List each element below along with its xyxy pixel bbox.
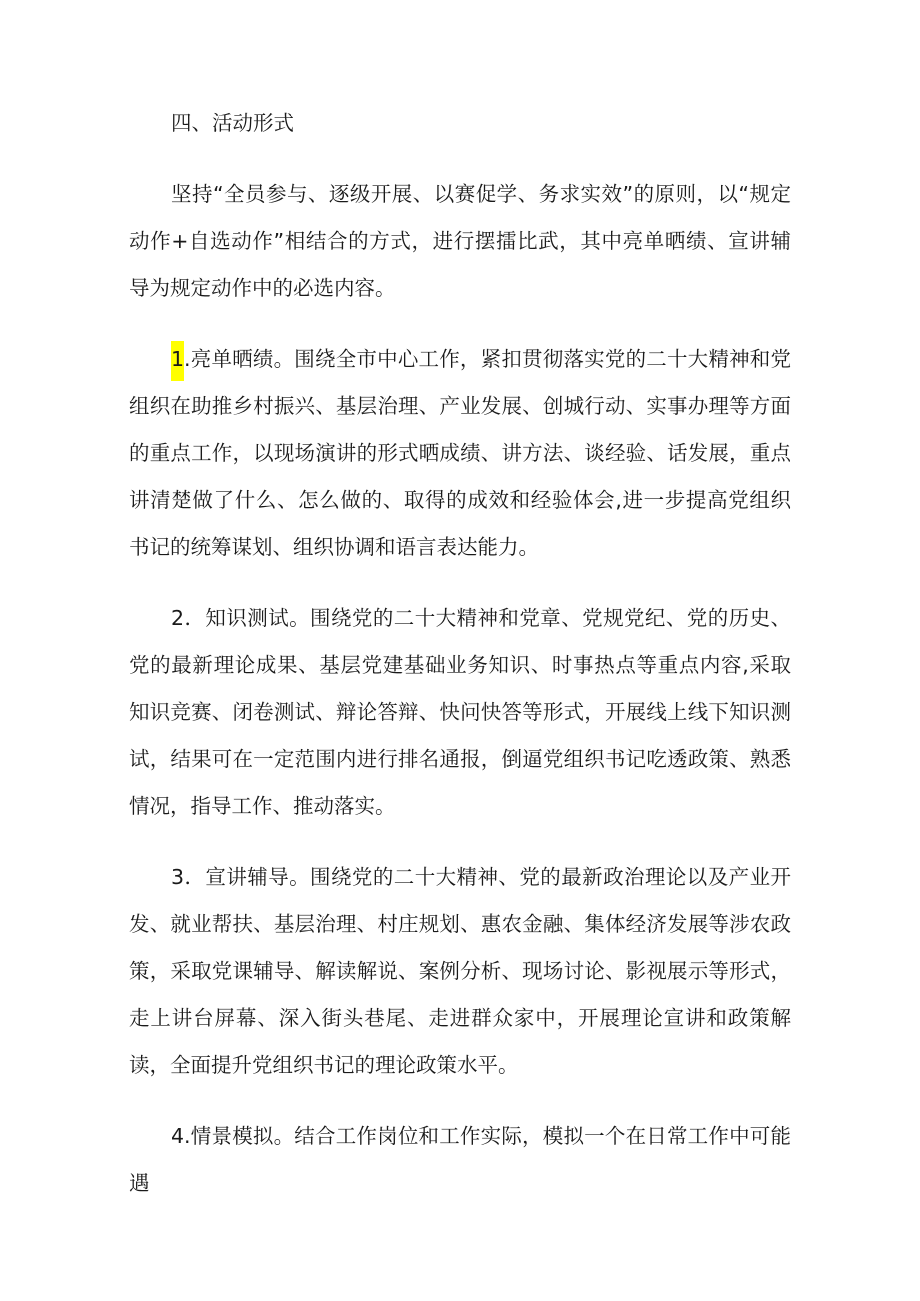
item-number-1: 1 (171, 341, 184, 381)
item-text-3: 宣讲辅导。围绕党的二十大精神、党的最新政治理论以及产业开发、就业帮扶、基层治理、村庄规划、惠农金融、集体经济发展等涉农政策，采取党课辅导、解读解说、案例分析、现场讨论、影视展示等形式，走上讲台屏幕、深入街头巷尾、走进群众家中，开展理论宣讲和政策解读，全面提升党组织书记的理论政策水平。 (129, 865, 791, 1077)
item-paragraph-4 (129, 1113, 791, 1207)
section-heading (129, 100, 791, 147)
item-paragraph-3 (129, 854, 791, 1089)
item-separator-2: ． (184, 606, 206, 630)
item-number-4: 4 (171, 1124, 185, 1148)
item-paragraph-1 (129, 336, 791, 571)
item-text-2: 知识测试。围绕党的二十大精神和党章、党规党纪、党的历史、党的最新理论成果、基层党建基础业务知识、时事热点等重点内容,采取知识竞赛、闭卷测试、辩论答辩、快问快答等形式，开展线上线下知识测试，结果可在一定范围内进行排名通报，倒逼党组织书记吃透政策、熟悉情况，指导工作、推动落实。 (129, 606, 791, 818)
item-separator-1: . (184, 347, 191, 371)
item-text-1: 亮单晒绩。围绕全市中心工作，紧扣贯彻落实党的二十大精神和党组织在助推乡村振兴、基层治理、产业发展、创城行动、实事办理等方面的重点工作，以现场演讲的形式晒成绩、讲方法、谈经验、话发展，重点讲清楚做了什么、怎么做的、取得的成效和经验体会,进一步提高党组织书记的统筹谋划、组织协调和语言表达能力。 (129, 347, 791, 559)
item-paragraph-2 (129, 595, 791, 830)
item-separator-4: . (184, 1124, 191, 1148)
section-heading-text: 四、活动形式 (171, 111, 294, 135)
item-separator-3: ． (184, 865, 206, 889)
item-text-4: 情景模拟。结合工作岗位和工作实际，模拟一个在日常工作中可能遇 (129, 1124, 791, 1195)
intro-text: 坚持“全员参与、逐级开展、以赛促学、务求实效”的原则，以“规定动作+自选动作”相结合的方式，进行摆擂比武，其中亮单晒绩、宣讲辅导为规定动作中的必选内容。 (129, 182, 791, 300)
intro-paragraph (129, 171, 791, 312)
item-number-2: 2 (171, 606, 185, 630)
item-number-3: 3 (171, 865, 185, 889)
document-body (129, 100, 791, 1231)
